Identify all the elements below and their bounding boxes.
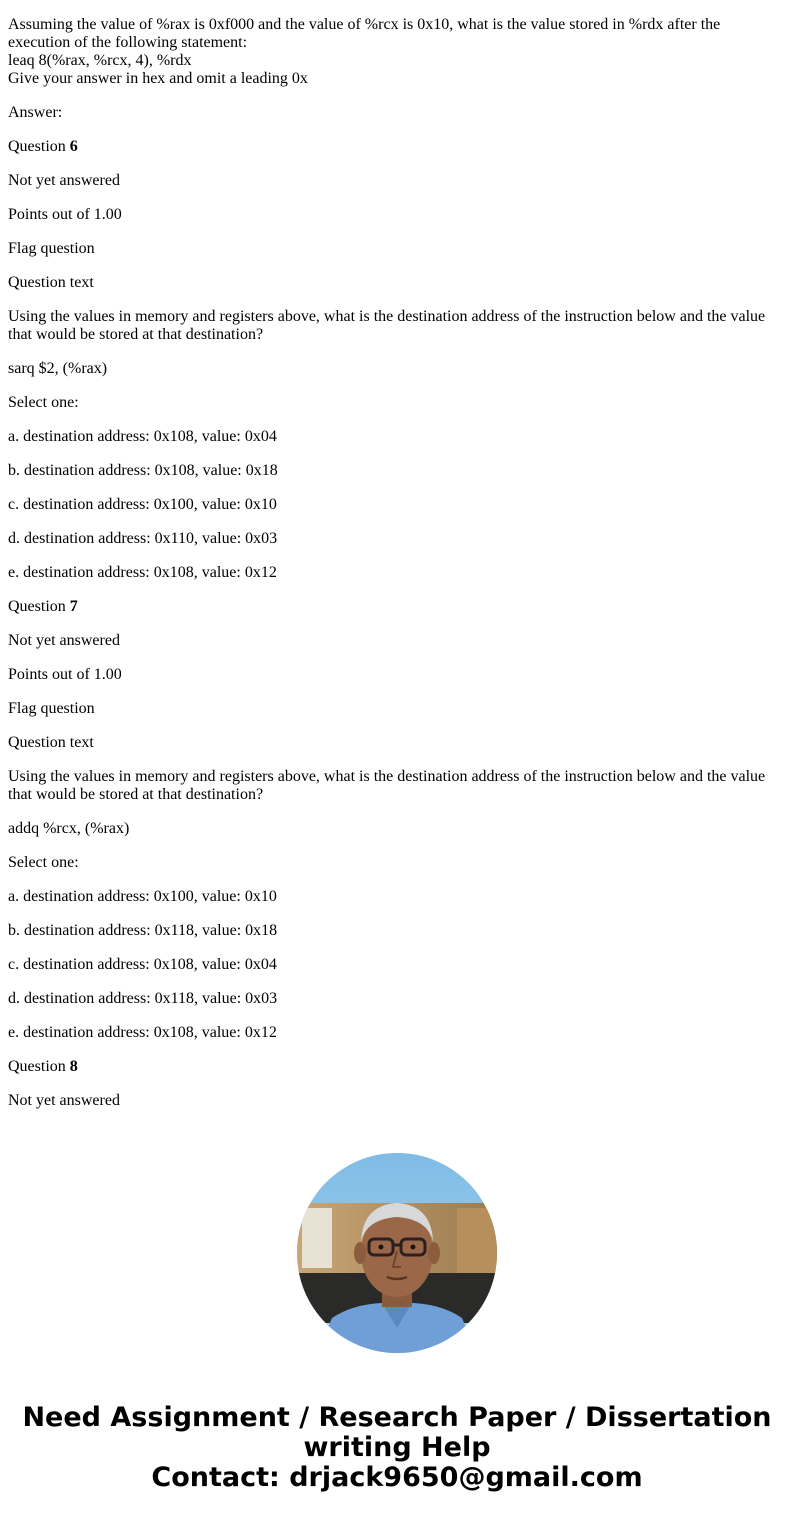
question-text-label: Question text (8, 734, 94, 751)
question-heading (8, 1058, 786, 1076)
question-label: Question (8, 138, 66, 155)
question-status: Not yet answered (8, 172, 120, 189)
question-status: Not yet answered (8, 632, 120, 649)
question-text-label: Question text (8, 274, 94, 291)
promo-headline: Need Assignment / Research Paper / Dissertation (22, 1402, 772, 1433)
intro-answer-format: Give your answer in hex and omit a leading 0x (8, 70, 308, 87)
promo-contact[interactable]: Contact: drjack9650@gmail.com (151, 1462, 643, 1493)
flag-question-link[interactable]: Flag question (8, 700, 95, 717)
question-heading (8, 138, 786, 156)
question-points: Points out of 1.00 (8, 666, 122, 683)
select-one-label: Select one: (8, 854, 79, 871)
question-number: 6 (69, 138, 78, 155)
answer-option-c[interactable]: c. destination address: 0x100, value: 0x10 (8, 496, 277, 513)
question-prompt: Using the values in memory and registers above, what is the destination address of the instruction below and the value that would be stored at that destination? (8, 308, 766, 343)
answer-option-e[interactable]: e. destination address: 0x108, value: 0x12 (8, 1024, 277, 1041)
answer-option-d[interactable]: d. destination address: 0x110, value: 0x03 (8, 530, 278, 547)
question-status: Not yet answered (8, 1092, 120, 1109)
answer-label: Answer: (8, 104, 63, 121)
question-points: Points out of 1.00 (8, 206, 122, 223)
question-label: Question (8, 598, 66, 615)
answer-option-d[interactable]: d. destination address: 0x118, value: 0x03 (8, 990, 278, 1007)
question-instruction: sarq $2, (%rax) (8, 360, 108, 377)
intro-question-text: Assuming the value of %rax is 0xf000 and the value of %rcx is 0x10, what is the value stored in %rdx after the execution of the following statement: (8, 16, 721, 51)
answer-option-c[interactable]: c. destination address: 0x108, value: 0x04 (8, 956, 277, 973)
avatar (297, 1153, 497, 1353)
question-label: Question (8, 1058, 66, 1075)
avatar-portrait-image (297, 1153, 497, 1353)
quiz-content (8, 16, 786, 1126)
promo-subheadline: writing Help (303, 1432, 491, 1463)
promo-banner (0, 1403, 794, 1493)
answer-option-a[interactable]: a. destination address: 0x108, value: 0x04 (8, 428, 277, 445)
answer-option-a[interactable]: a. destination address: 0x100, value: 0x10 (8, 888, 277, 905)
question-heading (8, 598, 786, 616)
answer-option-e[interactable]: e. destination address: 0x108, value: 0x12 (8, 564, 277, 581)
intro-block (8, 16, 786, 88)
question-number: 7 (69, 598, 78, 615)
select-one-label: Select one: (8, 394, 79, 411)
intro-instruction: leaq 8(%rax, %rcx, 4), %rdx (8, 52, 192, 69)
flag-question-link[interactable]: Flag question (8, 240, 95, 257)
question-prompt: Using the values in memory and registers above, what is the destination address of the instruction below and the value that would be stored at that destination? (8, 768, 766, 803)
answer-option-b[interactable]: b. destination address: 0x108, value: 0x18 (8, 462, 278, 479)
answer-option-b[interactable]: b. destination address: 0x118, value: 0x18 (8, 922, 278, 939)
question-instruction: addq %rcx, (%rax) (8, 820, 130, 837)
question-number: 8 (69, 1058, 78, 1075)
